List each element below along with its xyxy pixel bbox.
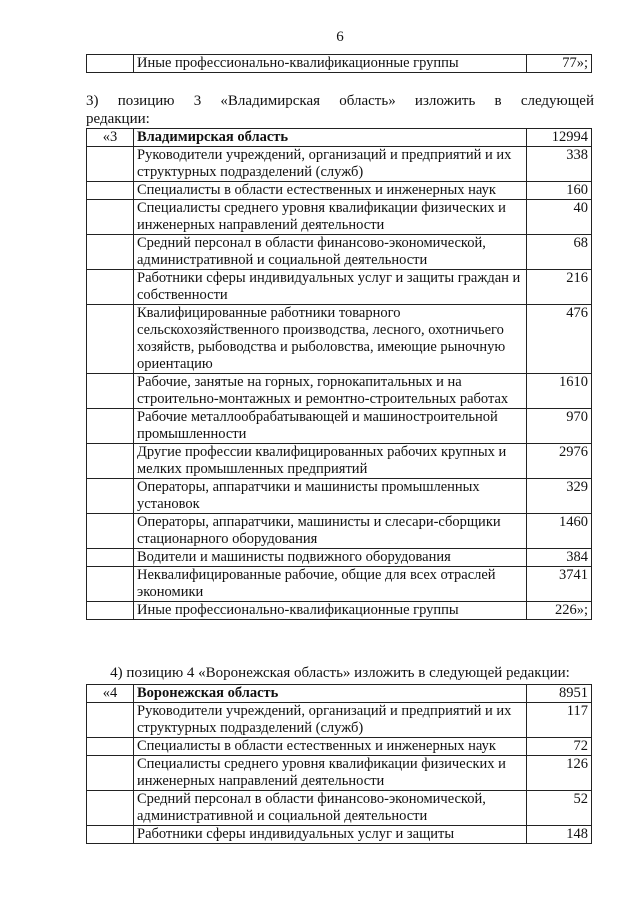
region-total: 12994	[527, 129, 592, 147]
row-name: Рабочие металлообрабатывающей и машиностроительной промышленности	[134, 409, 527, 444]
row-code	[87, 549, 134, 567]
region-code: «4	[87, 685, 134, 703]
row-name: Специалисты в области естественных и инженерных наук	[134, 182, 527, 200]
row-name: Средний персонал в области финансово-экономической, административной и социальной деятельности	[134, 791, 527, 826]
row-value: 329	[527, 479, 592, 514]
row-value: 148	[527, 826, 592, 844]
row-value: 126	[527, 756, 592, 791]
row-value: 1610	[527, 374, 592, 409]
region-header-row	[87, 685, 592, 703]
row-value: 68	[527, 235, 592, 270]
row-name: Водители и машинисты подвижного оборудования	[134, 549, 527, 567]
table-row	[87, 703, 592, 738]
row-code	[87, 409, 134, 444]
paragraph-3-line-1: 3) позицию 3 «Владимирская область» изложить в следующей	[86, 93, 594, 109]
paragraph-4: 4) позицию 4 «Воронежская область» изложить в следующей редакции:	[110, 665, 570, 681]
table-row	[87, 409, 592, 444]
table-row	[87, 738, 592, 756]
region-header-row	[87, 129, 592, 147]
row-name: Квалифицированные работники товарного сельскохозяйственного производства, лесного, охотничьего хозяйств, рыбоводства и рыболовства, имеющие рыночную ориентацию	[134, 305, 527, 374]
table-row	[87, 147, 592, 182]
row-code	[87, 182, 134, 200]
row-name: Специалисты среднего уровня квалификации физических и инженерных направлений деятельности	[134, 756, 527, 791]
row-value: 3741	[527, 567, 592, 602]
region-code: «3	[87, 129, 134, 147]
row-code	[87, 305, 134, 374]
row-name: Специалисты в области естественных и инженерных наук	[134, 738, 527, 756]
region-name: Владимирская область	[134, 129, 527, 147]
top-table	[86, 54, 592, 73]
row-code	[87, 55, 134, 73]
row-value: 117	[527, 703, 592, 738]
row-value: 40	[527, 200, 592, 235]
row-code	[87, 602, 134, 620]
row-name: Средний персонал в области финансово-экономической, административной и социальной деятельности	[134, 235, 527, 270]
row-name: Операторы, аппаратчики и машинисты промышленных установок	[134, 479, 527, 514]
row-value: 160	[527, 182, 592, 200]
row-name: Работники сферы индивидуальных услуг и защиты	[134, 826, 527, 844]
row-value: 476	[527, 305, 592, 374]
row-code	[87, 567, 134, 602]
table-row	[87, 549, 592, 567]
row-value: 52	[527, 791, 592, 826]
row-name: Неквалифицированные рабочие, общие для всех отраслей экономики	[134, 567, 527, 602]
row-value: 384	[527, 549, 592, 567]
row-value: 216	[527, 270, 592, 305]
table-row	[87, 514, 592, 549]
table-row	[87, 235, 592, 270]
row-code	[87, 738, 134, 756]
table-row	[87, 444, 592, 479]
row-code	[87, 479, 134, 514]
table-row	[87, 479, 592, 514]
row-name: Другие профессии квалифицированных рабочих крупных и мелких промышленных предприятий	[134, 444, 527, 479]
table-row	[87, 270, 592, 305]
row-name: Рабочие, занятые на горных, горнокапитальных и на строительно-монтажных и ремонтно-строительных работах	[134, 374, 527, 409]
row-code	[87, 514, 134, 549]
row-name: Иные профессионально-квалификационные группы	[134, 55, 527, 73]
row-name: Операторы, аппаратчики, машинисты и слесари-сборщики стационарного оборудования	[134, 514, 527, 549]
vladimir-region-table	[86, 128, 592, 620]
table-row	[87, 374, 592, 409]
table-row	[87, 791, 592, 826]
row-code	[87, 826, 134, 844]
row-value: 338	[527, 147, 592, 182]
region-name: Воронежская область	[134, 685, 527, 703]
row-name: Специалисты среднего уровня квалификации физических и инженерных направлений деятельности	[134, 200, 527, 235]
row-code	[87, 444, 134, 479]
table-row	[87, 826, 592, 844]
row-name: Руководители учреждений, организаций и предприятий и их структурных подразделений (служб)	[134, 147, 527, 182]
row-value: 72	[527, 738, 592, 756]
row-code	[87, 703, 134, 738]
row-value: 77»;	[527, 55, 592, 73]
table-row	[87, 182, 592, 200]
row-name: Руководители учреждений, организаций и предприятий и их структурных подразделений (служб)	[134, 703, 527, 738]
row-value: 970	[527, 409, 592, 444]
region-total: 8951	[527, 685, 592, 703]
row-code	[87, 791, 134, 826]
paragraph-3-line-2: редакции:	[86, 111, 150, 127]
table-row	[87, 200, 592, 235]
row-value: 226»;	[527, 602, 592, 620]
row-value: 2976	[527, 444, 592, 479]
row-value: 1460	[527, 514, 592, 549]
table-row	[87, 756, 592, 791]
voronezh-region-table	[86, 684, 592, 844]
page-number: 6	[336, 29, 344, 45]
row-name: Иные профессионально-квалификационные группы	[134, 602, 527, 620]
row-code	[87, 147, 134, 182]
table-row	[87, 55, 592, 73]
row-code	[87, 374, 134, 409]
row-code	[87, 235, 134, 270]
table-row	[87, 567, 592, 602]
row-name: Работники сферы индивидуальных услуг и защиты граждан и собственности	[134, 270, 527, 305]
row-code	[87, 200, 134, 235]
row-code	[87, 756, 134, 791]
table-row	[87, 305, 592, 374]
row-code	[87, 270, 134, 305]
table-row	[87, 602, 592, 620]
